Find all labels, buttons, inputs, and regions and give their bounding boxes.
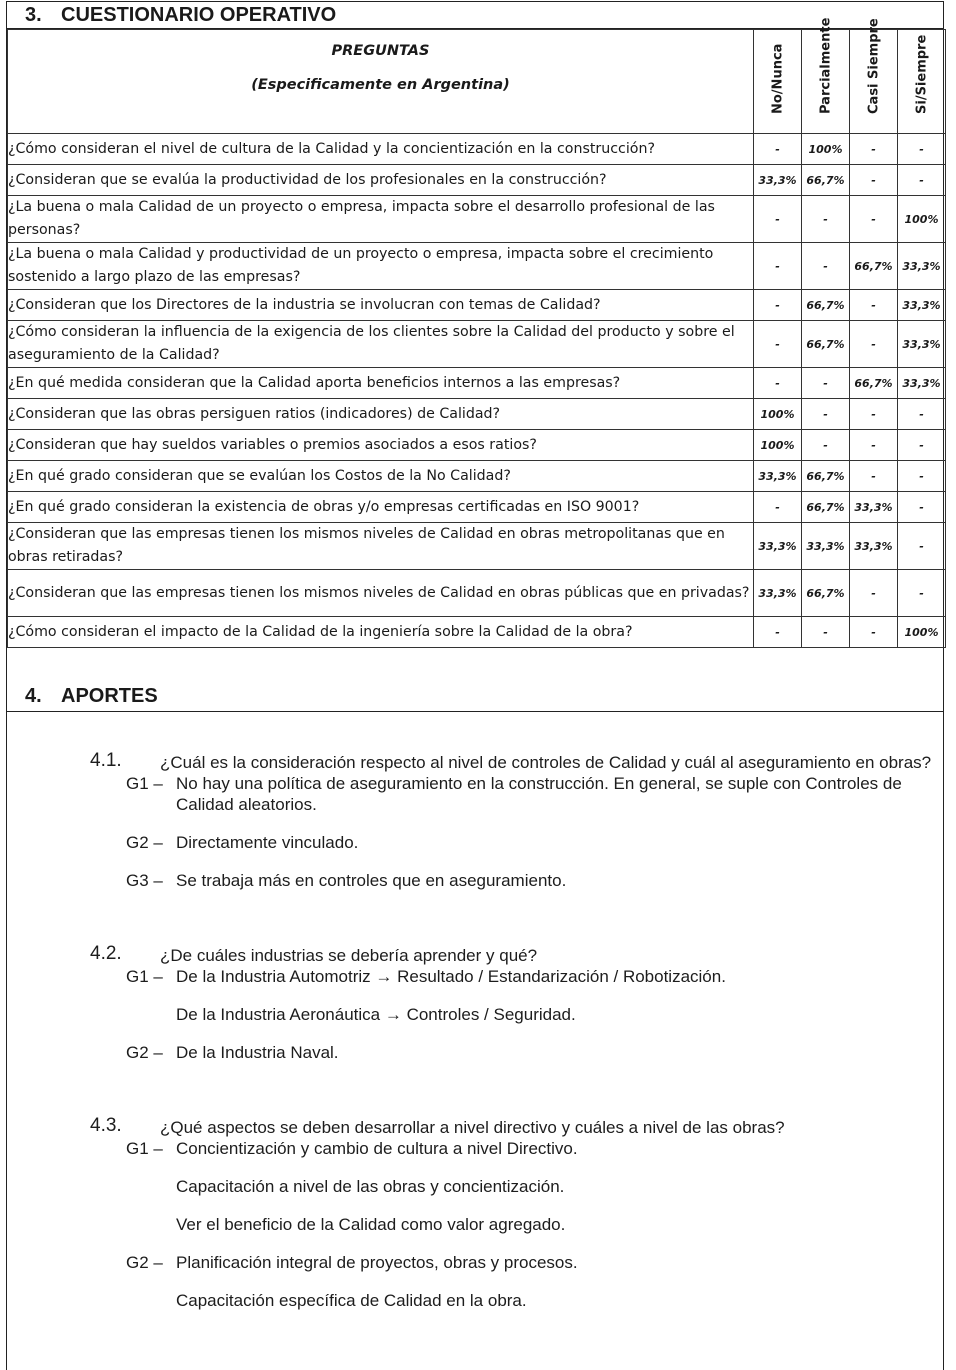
value-cell: -	[754, 321, 802, 368]
table-row	[8, 617, 946, 648]
answer-text: Capacitación específica de Calidad en la obra.	[176, 1291, 527, 1310]
group-label: G3 –	[126, 871, 163, 890]
value-cell: -	[754, 134, 802, 165]
question-cell: ¿La buena o mala Calidad y productividad de un proyecto o empresa, impacta sobre el crecimiento sostenido a largo plazo de las empresas?	[8, 243, 754, 290]
group-label: G1 –	[126, 1139, 163, 1158]
questions-header	[8, 30, 754, 134]
table-row	[8, 368, 946, 399]
value-cell: -	[850, 134, 898, 165]
answer-text: De la Industria Automotriz → Resultado / Estandarización / Robotización.	[176, 967, 726, 986]
table-row	[8, 243, 946, 290]
value-cell: 100%	[754, 399, 802, 430]
answer-text: Directamente vinculado.	[176, 833, 359, 852]
value-cell: 33,3%	[754, 570, 802, 617]
table-row	[8, 290, 946, 321]
answer-text: De la Industria Aeronáutica → Controles / Seguridad.	[176, 1005, 576, 1024]
value-cell: 66,7%	[802, 290, 850, 321]
column-header-parcialmente: Parcialmente	[802, 30, 850, 134]
questions-header-title: PREGUNTAS	[331, 43, 430, 59]
group-label: G2 –	[126, 1043, 163, 1062]
aporte-answer-line	[90, 1138, 936, 1159]
questionnaire-table	[7, 17, 946, 648]
table-row	[8, 321, 946, 368]
section-3-heading	[7, 2, 944, 29]
aporte-answer-line	[90, 1004, 936, 1025]
value-cell: 66,7%	[802, 492, 850, 523]
value-cell: 66,7%	[802, 461, 850, 492]
value-cell: 33,3%	[898, 243, 946, 290]
value-cell: -	[802, 430, 850, 461]
value-cell: 33,3%	[802, 523, 850, 570]
value-cell: -	[898, 134, 946, 165]
aporte-question-text: ¿De cuáles industrias se debería aprender y qué?	[160, 946, 538, 965]
question-cell: ¿Consideran que los Directores de la industria se involucran con temas de Calidad?	[8, 290, 754, 321]
value-cell: 66,7%	[802, 321, 850, 368]
answer-text: Se trabaja más en controles que en aseguramiento.	[176, 871, 567, 890]
value-cell: 100%	[754, 430, 802, 461]
value-cell: 100%	[898, 617, 946, 648]
value-cell: -	[754, 368, 802, 399]
table-row	[8, 196, 946, 243]
question-cell: ¿Consideran que se evalúa la productividad de los profesionales en la construcción?	[8, 165, 754, 196]
value-cell: -	[850, 461, 898, 492]
question-cell: ¿Cómo consideran la influencia de la exigencia de los clientes sobre la Calidad del producto y sobre el aseguramiento de la Calidad?	[8, 321, 754, 368]
value-cell: 33,3%	[898, 290, 946, 321]
value-cell: -	[802, 399, 850, 430]
answer-text: Planificación integral de proyectos, obras y procesos.	[176, 1253, 578, 1272]
question-cell: ¿La buena o mala Calidad de un proyecto o empresa, impacta sobre el desarrollo profesional de las personas?	[8, 196, 754, 243]
answer-text: Concientización y cambio de cultura a nivel Directivo.	[176, 1139, 578, 1158]
section-3-title: CUESTIONARIO OPERATIVO	[61, 4, 337, 26]
value-cell: -	[850, 165, 898, 196]
value-cell: 100%	[802, 134, 850, 165]
value-cell: 66,7%	[850, 368, 898, 399]
value-cell: 33,3%	[850, 492, 898, 523]
column-header-no-nunca: No/Nunca	[754, 30, 802, 134]
aportes-content	[90, 752, 936, 1311]
aporte-item	[90, 1117, 936, 1311]
column-header-casi-siempre: Casi Siempre	[850, 30, 898, 134]
section-4-number: 4.	[25, 685, 42, 707]
value-cell: -	[754, 243, 802, 290]
value-cell: 33,3%	[754, 523, 802, 570]
aporte-answer-line	[90, 1214, 936, 1235]
value-cell: -	[898, 165, 946, 196]
value-cell: -	[802, 196, 850, 243]
group-label: G1 –	[126, 967, 163, 986]
answer-text: Capacitación a nivel de las obras y concientización.	[176, 1177, 565, 1196]
value-cell: 33,3%	[898, 321, 946, 368]
table-row	[8, 570, 946, 617]
aporte-number: 4.2.	[90, 943, 122, 964]
value-cell: -	[754, 290, 802, 321]
value-cell: -	[898, 570, 946, 617]
aporte-answer-line	[90, 1176, 936, 1197]
aporte-item	[90, 752, 936, 891]
question-cell: ¿Consideran que hay sueldos variables o premios asociados a esos ratios?	[8, 430, 754, 461]
group-label: G2 –	[126, 1253, 163, 1272]
value-cell: -	[850, 290, 898, 321]
value-cell: -	[850, 570, 898, 617]
value-cell: -	[850, 399, 898, 430]
value-cell: -	[850, 196, 898, 243]
group-label: G1 –	[126, 774, 163, 793]
aporte-answer-line	[90, 832, 936, 853]
aporte-answer-line	[90, 870, 936, 891]
answer-text: De la Industria Naval.	[176, 1043, 339, 1062]
table-row	[8, 523, 946, 570]
value-cell: -	[802, 243, 850, 290]
value-cell: 33,3%	[754, 165, 802, 196]
question-cell: ¿Consideran que las empresas tienen los mismos niveles de Calidad en obras metropolitanas que en obras retiradas?	[8, 523, 754, 570]
value-cell: -	[898, 492, 946, 523]
table-row	[8, 492, 946, 523]
table-row	[8, 165, 946, 196]
aporte-question	[90, 945, 936, 966]
question-cell: ¿En qué grado consideran que se evalúan los Costos de la No Calidad?	[8, 461, 754, 492]
question-cell: ¿Cómo consideran el nivel de cultura de la Calidad y la concientización en la construcción?	[8, 134, 754, 165]
value-cell: -	[754, 196, 802, 243]
value-cell: -	[802, 617, 850, 648]
value-cell: 33,3%	[850, 523, 898, 570]
value-cell: -	[850, 617, 898, 648]
aporte-answer-line	[90, 966, 936, 987]
table-row	[8, 134, 946, 165]
table-row	[8, 430, 946, 461]
table-row	[8, 399, 946, 430]
aporte-question-text: ¿Cuál es la consideración respecto al nivel de controles de Calidad y cuál al aseguramiento en obras?	[160, 753, 932, 772]
value-cell: -	[850, 430, 898, 461]
aporte-item	[90, 945, 936, 1063]
value-cell: 66,7%	[802, 570, 850, 617]
aporte-answer-line	[90, 1042, 936, 1063]
value-cell: -	[802, 368, 850, 399]
section-4-title: APORTES	[61, 685, 158, 707]
answer-text: No hay una política de aseguramiento en la construcción. En general, se suple con Controles de Calidad aleatorios.	[176, 774, 902, 814]
aporte-number: 4.1.	[90, 750, 122, 771]
value-cell: 33,3%	[898, 368, 946, 399]
value-cell: -	[754, 492, 802, 523]
question-cell: ¿Cómo consideran el impacto de la Calidad de la ingeniería sobre la Calidad de la obra?	[8, 617, 754, 648]
aporte-number: 4.3.	[90, 1115, 122, 1136]
section-3-number: 3.	[25, 4, 42, 26]
value-cell: -	[754, 617, 802, 648]
question-cell: ¿Consideran que las empresas tienen los mismos niveles de Calidad en obras públicas que en privadas?	[8, 570, 754, 617]
value-cell: 66,7%	[802, 165, 850, 196]
aporte-question	[90, 752, 936, 773]
value-cell: 66,7%	[850, 243, 898, 290]
aporte-question-text: ¿Qué aspectos se deben desarrollar a nivel directivo y cuáles a nivel de las obras?	[160, 1118, 785, 1137]
value-cell: -	[898, 461, 946, 492]
question-cell: ¿En qué grado consideran la existencia de obras y/o empresas certificadas en ISO 9001?	[8, 492, 754, 523]
value-cell: -	[898, 430, 946, 461]
answer-text: Ver el beneficio de la Calidad como valor agregado.	[176, 1215, 566, 1234]
aporte-question	[90, 1117, 936, 1138]
value-cell: 33,3%	[754, 461, 802, 492]
question-cell: ¿En qué medida consideran que la Calidad aporta beneficios internos a las empresas?	[8, 368, 754, 399]
aporte-answer-line	[90, 773, 936, 815]
value-cell: -	[898, 523, 946, 570]
column-header-si-siempre: Si/Siempre	[898, 30, 946, 134]
section-4-heading	[7, 682, 944, 712]
value-cell: -	[898, 399, 946, 430]
aporte-answer-line	[90, 1290, 936, 1311]
table-row	[8, 461, 946, 492]
group-label: G2 –	[126, 833, 163, 852]
value-cell: 100%	[898, 196, 946, 243]
questions-header-subtitle: (Especificamente en Argentina)	[251, 77, 510, 93]
question-cell: ¿Consideran que las obras persiguen ratios (indicadores) de Calidad?	[8, 399, 754, 430]
table-header-row	[8, 30, 946, 134]
value-cell: -	[850, 321, 898, 368]
aporte-answer-line	[90, 1252, 936, 1273]
